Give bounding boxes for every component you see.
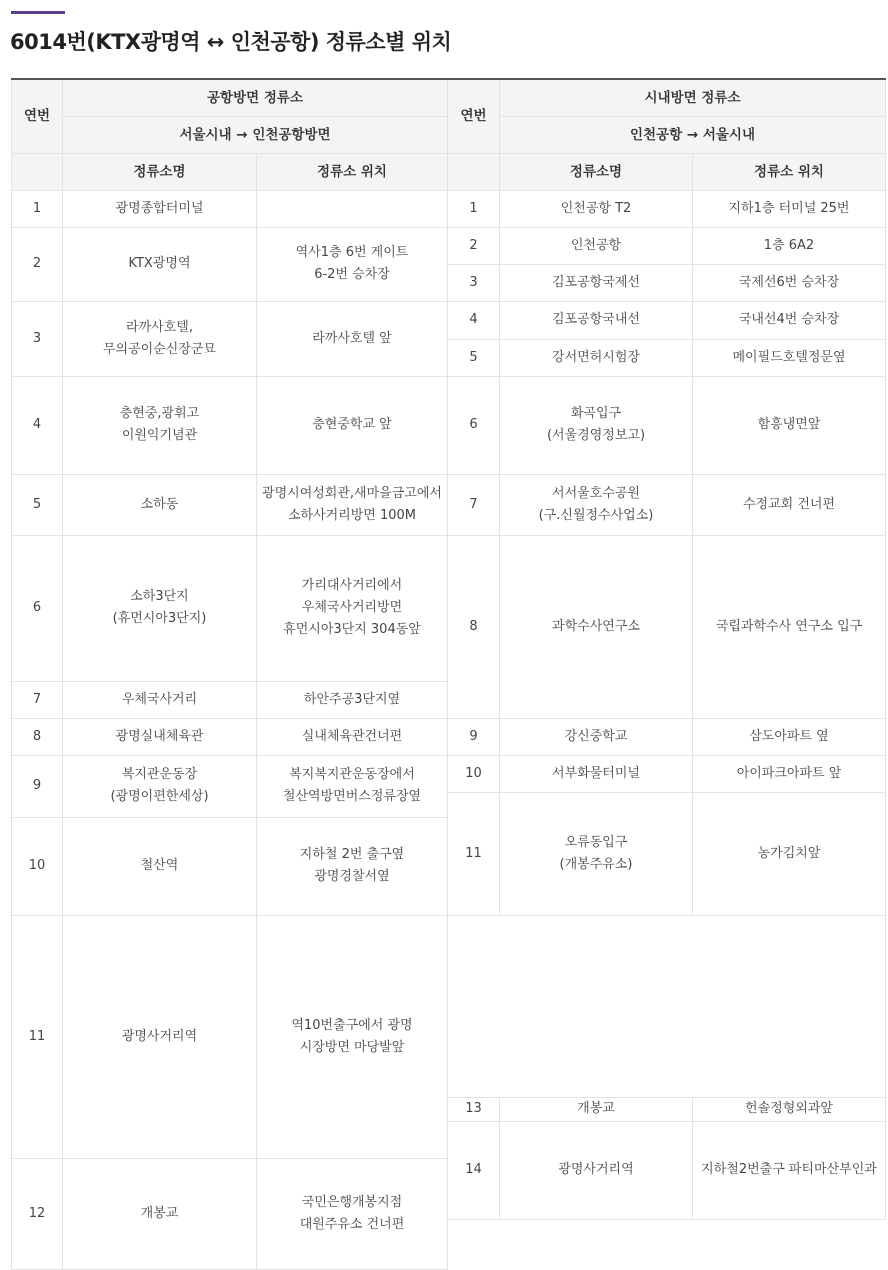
- city-stop-location: 아이파크아파트 앞: [693, 755, 886, 792]
- city-seq: 1: [448, 190, 500, 227]
- city-seq: 2: [448, 227, 500, 264]
- table-row: [12, 718, 886, 755]
- left-stop-location-header: 정류소 위치: [257, 153, 448, 190]
- left-stop-name-header: 정류소명: [63, 153, 257, 190]
- city-seq: 4: [448, 301, 500, 339]
- page-title: 6014번(KTX광명역 ↔ 인천공항) 정류소별 위치: [10, 30, 452, 54]
- city-seq: 3: [448, 264, 500, 301]
- airport-stop-location: 지하철 2번 출구옆 광명경찰서옆: [257, 817, 448, 915]
- airport-seq: 4: [12, 376, 63, 474]
- city-seq: 9: [448, 718, 500, 755]
- table-row: [12, 535, 886, 596]
- city-stop-location: 삼도아파트 옆: [693, 718, 886, 755]
- left-direction-header: 공항방면 정류소: [63, 79, 448, 116]
- city-stop-name: 개봉교: [500, 1097, 693, 1121]
- airport-seq: 7: [12, 681, 63, 718]
- right-direction-header: 시내방면 정류소: [500, 79, 886, 116]
- city-stop-location: 메이필드호텔정문옆: [693, 339, 886, 376]
- city-stop-location: 농가김치앞: [693, 792, 886, 915]
- airport-stop-name: 소하3단지 (휴먼시아3단지): [63, 535, 257, 681]
- airport-stop-name: 철산역: [63, 817, 257, 915]
- airport-stop-name: 우체국사거리: [63, 681, 257, 718]
- airport-stop-location: 실내체육관건너편: [257, 718, 448, 755]
- city-seq: 13: [448, 1097, 500, 1121]
- left-seq-header: 연번: [12, 79, 63, 153]
- city-stop-name: 강신중학교: [500, 718, 693, 755]
- city-stop-name: 오류동입구 (개봉주유소): [500, 792, 693, 915]
- airport-stop-name: KTX광명역: [63, 227, 257, 301]
- airport-stop-name: 광명사거리역: [63, 915, 257, 1158]
- left-seq-spacer: [12, 153, 63, 190]
- city-stop-location: 1층 6A2: [693, 227, 886, 264]
- airport-stop-location: 역10번출구에서 광명 시장방면 마당발앞: [257, 915, 448, 1158]
- airport-seq: 11: [12, 915, 63, 1158]
- airport-stop-location: 하안주공3단지옆: [257, 681, 448, 718]
- city-stop-name: 김포공항국제선: [500, 264, 693, 301]
- airport-stop-name: 소하동: [63, 474, 257, 535]
- table-row: [12, 915, 886, 1097]
- airport-stop-location: 역사1층 6번 게이트 6-2번 승차장: [257, 227, 448, 301]
- table-row: [12, 376, 886, 413]
- airport-stop-location: 복지복지관운동장에서 철산역방면버스정류장옆: [257, 755, 448, 817]
- table-row: [12, 474, 886, 535]
- airport-stop-name: 광명종합터미널: [63, 190, 257, 227]
- city-stop-name: 과학수사연구소: [500, 535, 693, 718]
- airport-seq: 8: [12, 718, 63, 755]
- airport-seq: 3: [12, 301, 63, 376]
- table-row: [12, 301, 886, 339]
- city-stop-location: 헌솔정형외과앞: [693, 1097, 886, 1121]
- airport-stop-name: 라까사호텔, 무의공이순신장군묘: [63, 301, 257, 376]
- airport-stop-name: 개봉교: [63, 1158, 257, 1269]
- city-stop-location: 국립과학수사 연구소 입구: [693, 535, 886, 718]
- airport-seq: 6: [12, 535, 63, 681]
- airport-stop-name: 충현중,광휘고 이원익기념관: [63, 376, 257, 474]
- city-seq: 7: [448, 474, 500, 535]
- airport-seq: 10: [12, 817, 63, 915]
- right-seq-spacer: [448, 153, 500, 190]
- city-stop-name: 강서면허시험장: [500, 339, 693, 376]
- title-accent-bar: [11, 11, 65, 14]
- city-seq: 6: [448, 376, 500, 474]
- airport-stop-location: 라까사호텔 앞: [257, 301, 448, 376]
- right-stop-name-header: 정류소명: [500, 153, 693, 190]
- airport-stop-name: 광명실내체육관: [63, 718, 257, 755]
- city-stop-location: 수정교회 건너편: [693, 474, 886, 535]
- airport-stop-location: [257, 190, 448, 227]
- left-route-header: 서울시내 → 인천공항방면: [63, 116, 448, 153]
- airport-seq: 12: [12, 1158, 63, 1269]
- city-stop-location: 국제선6번 승차장: [693, 264, 886, 301]
- city-stop-location: 지하1층 터미널 25번: [693, 190, 886, 227]
- city-stop-name: 김포공항국내선: [500, 301, 693, 339]
- city-seq: 5: [448, 339, 500, 376]
- city-seq: 10: [448, 755, 500, 792]
- table-row: [12, 227, 886, 264]
- right-stop-location-header: 정류소 위치: [693, 153, 886, 190]
- airport-stop-name: 복지관운동장 (광명이편한세상): [63, 755, 257, 817]
- airport-stop-location: 광명시여성회관,새마을금고에서 소하사거리방면 100M: [257, 474, 448, 535]
- city-seq: 8: [448, 535, 500, 718]
- city-stop-location: 함흥냉면앞: [693, 376, 886, 474]
- city-seq: 11: [448, 792, 500, 915]
- city-stop-location: 지하철2번출구 파티마산부인과: [693, 1121, 886, 1219]
- airport-stop-location: 가리대사거리에서 우체국사거리방면 휴먼시아3단지 304동앞: [257, 535, 448, 681]
- airport-seq: 1: [12, 190, 63, 227]
- right-route-header: 인천공항 → 서울시내: [500, 116, 886, 153]
- city-stop-name: 광명사거리역: [500, 1121, 693, 1219]
- city-stop-name: 서부화물터미널: [500, 755, 693, 792]
- right-seq-header: 연번: [448, 79, 500, 153]
- city-stop-name: 화곡입구 (서울경영정보고): [500, 376, 693, 474]
- table-row: [12, 755, 886, 792]
- airport-stop-location: 충현중학교 앞: [257, 376, 448, 474]
- city-stop-location: 국내선4번 승차장: [693, 301, 886, 339]
- airport-seq: 9: [12, 755, 63, 817]
- airport-stop-location: 국민은행개봉지점 대원주유소 건너편: [257, 1158, 448, 1269]
- city-stop-name: 서서울호수공원 (구.신월정수사업소): [500, 474, 693, 535]
- city-seq: 14: [448, 1121, 500, 1219]
- airport-seq: 5: [12, 474, 63, 535]
- airport-seq: 2: [12, 227, 63, 301]
- bus-stop-table: [11, 78, 886, 1270]
- city-stop-name: 인천공항: [500, 227, 693, 264]
- table-row: [12, 190, 886, 227]
- city-stop-name: 인천공항 T2: [500, 190, 693, 227]
